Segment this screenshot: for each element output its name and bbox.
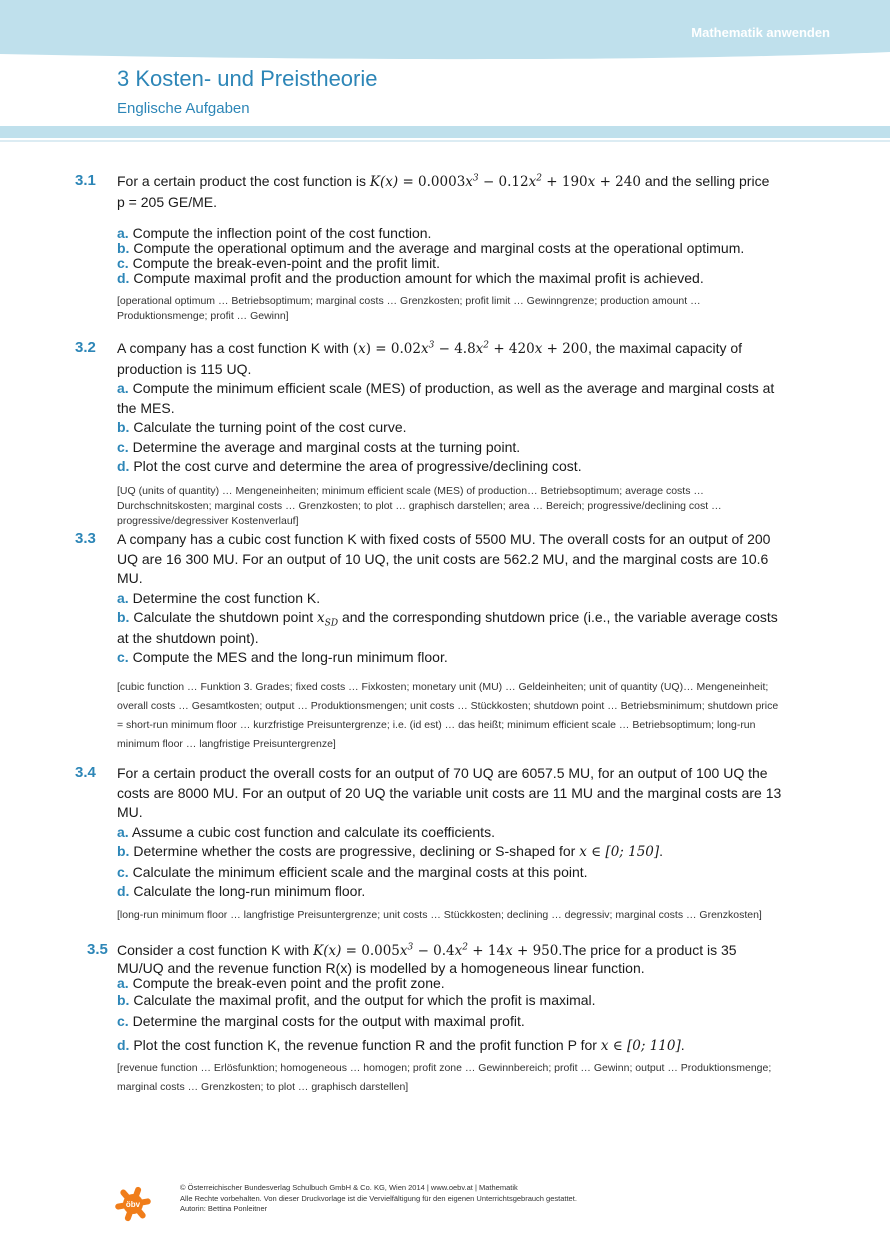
task-intro-cont: p = 205 GE/ME. [117, 193, 217, 210]
task-intro-text: A company has a cost function K with [117, 340, 349, 356]
task-intro [117, 941, 787, 961]
subtask-b: b. Compute the operational optimum and the average and marginal costs at the operational optimum. [117, 240, 745, 256]
copyright-line: © Österreichischer Bundesverlag Schulbuch GmbH & Co. KG, Wien 2014 | www.oebv.at | Mathematik [180, 1183, 518, 1192]
title-divider-band [0, 126, 890, 138]
glossary: [long-run minimum floor … langfristige Preisuntergrenze; unit costs … Stückkosten; declining … degressiv; marginal costs … Grenzkosten] [117, 908, 762, 921]
task-body [117, 339, 787, 529]
subtask-c: c. Determine the average and marginal costs at the turning point. [117, 438, 521, 455]
shutdown-point-variable: $x_{SD}$ [317, 610, 339, 629]
task-intro: For a certain product the overall costs for an output of 70 UQ are 6057.5 MU, for an output of 100 UQ the costs are 8000 MU. For an output of 20 UQ the variable unit costs are 11 MU and the marginal costs are 13 MU. [117, 765, 782, 820]
subtask-a: a. Determine the cost function K. [117, 589, 321, 606]
oebv-logo [114, 1186, 152, 1222]
task-intro-text: , the maximal capacity of [587, 340, 743, 356]
task-body [117, 530, 787, 754]
task-body [117, 764, 787, 923]
subtask-c: c. Compute the break-even-point and the profit limit. [117, 255, 440, 271]
glossary: [UQ (units of quantity) … Mengeneinheiten; minimum efficient scale (MES) of production… Betriebsoptimum; average costs … Durchschnitskosten; marginal costs … Grenzkosten; to plot … graphisch darstellen; area … Bereich; progressive/declining cost … progressive/degressiver Kostenverlauf] [117, 484, 722, 527]
subtask-b: b. Determine whether the costs are progressive, declining or S-shaped for x ∈ [0; 150]. [117, 843, 664, 860]
task-intro-text: For a certain product the cost function is [117, 173, 367, 189]
task-intro-text: and the selling price [644, 173, 770, 189]
interval: x ∈ [0; 150] [579, 844, 660, 860]
subtask-a: a. Compute the minimum efficient scale (MES) of production, as well as the average and marginal costs at the MES. [117, 380, 775, 416]
subtask-d: d. Plot the cost curve and determine the area of progressive/declining cost. [117, 458, 582, 474]
cost-formula: $K(x) = 0.0003x^3 - 0.12x^2 + 190x + 240$ [369, 173, 641, 190]
task-number: 3.3 [75, 530, 96, 547]
subtask-b: b. Calculate the maximal profit, and the output for which the profit is maximal. [117, 992, 596, 1008]
subtask-d: d. Plot the cost function K, the revenue function R and the profit function P for x ∈ [0; 110]. [117, 1037, 685, 1054]
task-number: 3.2 [75, 339, 96, 356]
author-line: Autorin: Bettina Ponleitner [180, 1204, 268, 1213]
subtask-c: c. Calculate the minimum efficient scale and the marginal costs at this point. [117, 863, 588, 880]
glossary: [operational optimum … Betriebsoptimum; marginal costs … Grenzkosten; profit limit … Gewinngrenze; production amount … Produktionsmenge; profit … Gewinn] [117, 295, 701, 322]
task-intro: A company has a cubic cost function K with fixed costs of 5500 MU. The overall costs for an output of 200 UQ are 16 300 MU. For an output of 10 UQ, the unit costs are 562.2 MU, and the marginal costs are 10.6 MU. [117, 531, 771, 586]
page-title: 3 Kosten- und Preistheorie [117, 66, 378, 91]
logo-text: öbv [125, 1200, 141, 1209]
task-number: 3.1 [75, 172, 96, 189]
task-body [117, 941, 787, 1097]
subtask-a: a. Compute the inflection point of the cost function. [117, 225, 432, 241]
task-intro-text: .The price for a product is 35 [558, 942, 737, 958]
rights-line: Alle Rechte vorbehalten. Von dieser Druckvorlage ist die Vervielfältigung für den eigenen Unterrichtsgebrauch gestattet. [180, 1193, 577, 1203]
subtask-d: d. Compute maximal profit and the production amount for which the maximal profit is achieved. [117, 270, 704, 286]
subtask-b: b. Calculate the shutdown point $x_{SD}$ and the corresponding shutdown price (i.e., the variable average costs at the shutdown point). [117, 609, 778, 646]
subtask-a: a. Assume a cubic cost function and calculate its coefficients. [117, 823, 495, 840]
subtask-b: b. Calculate the turning point of the cost curve. [117, 419, 407, 435]
series-label: Mathematik anwenden [691, 25, 830, 40]
task-intro [117, 339, 787, 360]
task-body [117, 172, 787, 324]
glossary: [cubic function … Funktion 3. Grades; fixed costs … Fixkosten; monetary unit (MU) … Geldeinheiten; unit of quantity (UQ)… Mengeneinheit; overall costs … Gesamtkosten; output … Produktionsmengen; unit costs … Stückkosten; shutdown point … Betriebsminimum; shutdown price = short-run minimum floor … kurzfristige Preisuntergrenze; i.e. (id est) … das heißt; minimum efficient scale … Betriebsoptimum; long-run minimum floor … langfristige Preisuntergrenze] [117, 680, 779, 750]
glossary: [revenue function … Erlösfunktion; homogeneous … homogen; profit zone … Gewinnbereich; profit … Gewinn; output … Produktionsmenge; marginal costs … Grenzkosten; to plot … graphisch darstellen] [117, 1062, 772, 1093]
subtask-d: d. Calculate the long-run minimum floor. [117, 883, 366, 899]
subtask-c: c. Compute the MES and the long-run minimum floor. [117, 649, 448, 665]
task-intro-cont: production is 115 UQ. [117, 360, 252, 377]
task-number: 3.4 [75, 764, 96, 781]
title-divider-line [0, 140, 890, 142]
page-subtitle: Englische Aufgaben [117, 100, 250, 117]
task-number: 3.5 [87, 941, 108, 958]
copyright [180, 1183, 577, 1215]
subtask-a: a. Compute the break-even point and the profit zone. [117, 975, 445, 991]
task-intro [117, 172, 787, 193]
task-intro-cont: MU/UQ and the revenue function R(x) is modelled by a homogeneous linear function. [117, 960, 645, 976]
cost-formula: $K(x) = 0.005x^3 - 0.4x^2 + 14x + 950$ [313, 942, 559, 959]
subtask-c: c. Determine the marginal costs for the output with maximal profit. [117, 1013, 525, 1029]
interval: x ∈ [0; 110] [600, 1038, 681, 1054]
cost-formula: $(x) = 0.02x^3 - 4.8x^2 + 420x + 200$ [352, 340, 588, 357]
header-wave [0, 44, 890, 62]
task-intro-text: Consider a cost function K with [117, 942, 310, 958]
